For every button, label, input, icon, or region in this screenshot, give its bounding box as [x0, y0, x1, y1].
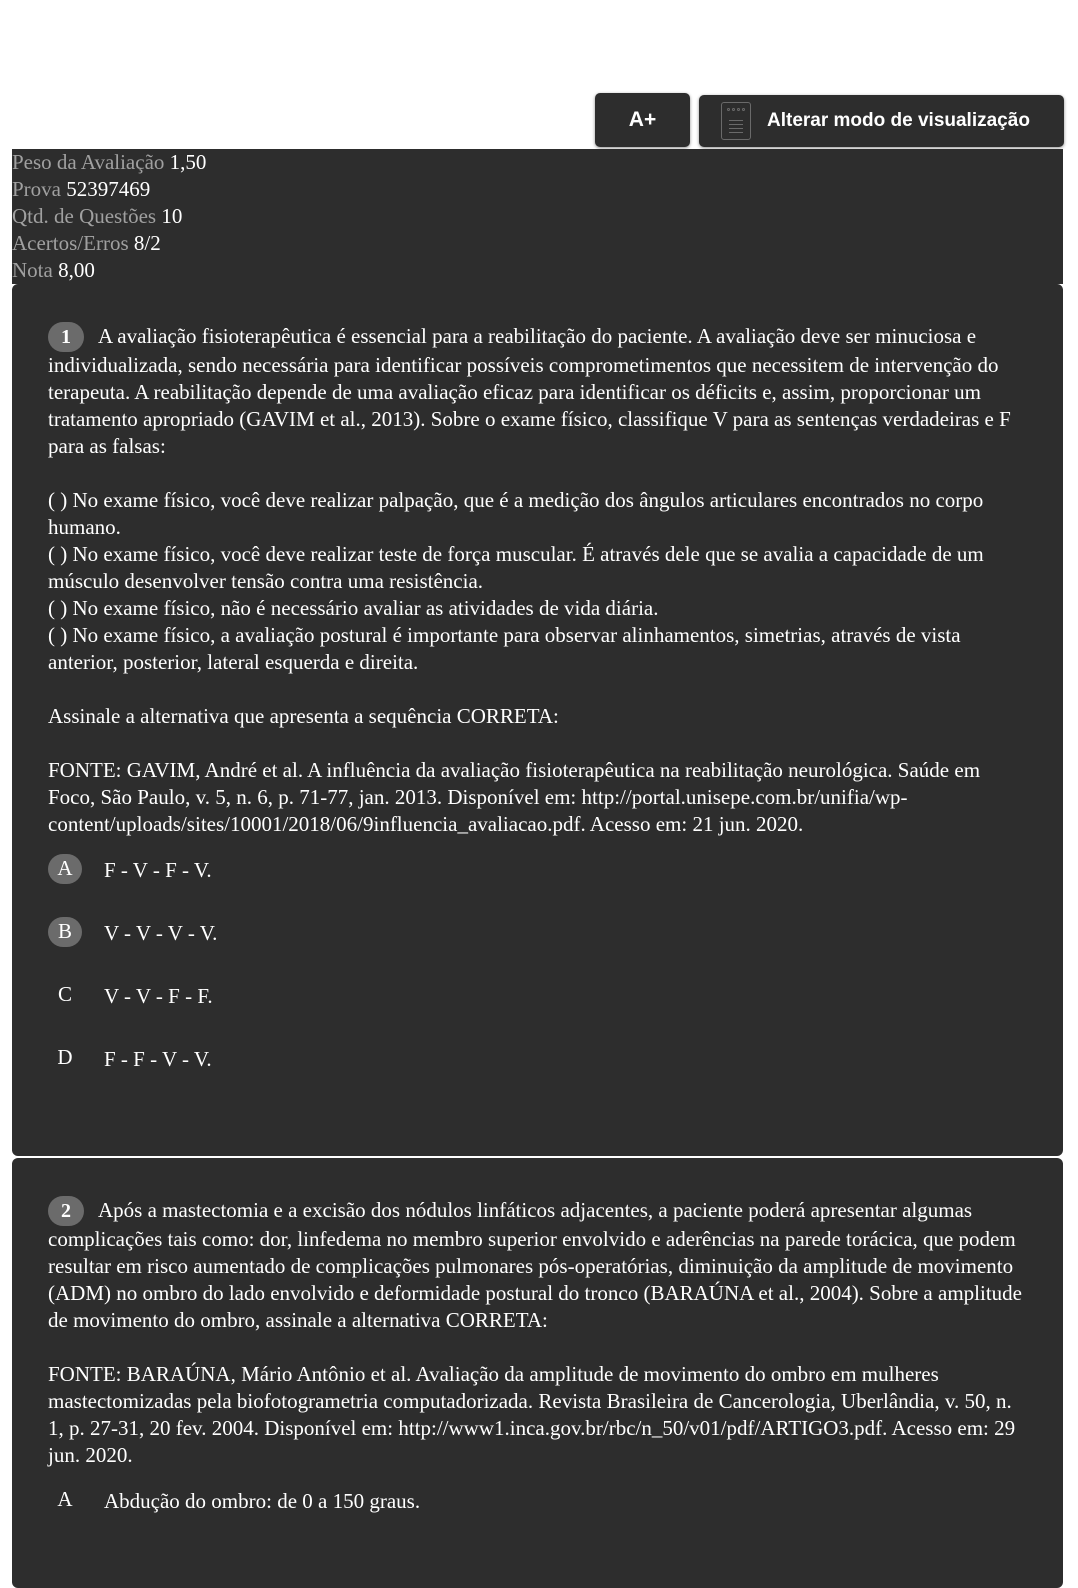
question-1-intro: 1 A avaliação fisioterapêutica é essencial para a reabilitação do paciente. A avaliação deve ser minuciosa e individualizada, sendo necessária para identificar possíveis comprometimentos que necessitem de intervenção do terapeuta. A reabilitação depende de uma avaliação eficaz para identificar os déficits e, assim, proporcionar um tratamento apropriado (GAVIM et al., 2013). Sobre o exame físico, classifique V para as sentenças verdadeiras e F para as falsas:	[48, 324, 1011, 458]
info-question-count: Qtd. de Questões 10	[12, 204, 183, 228]
question-2-source: FONTE: BARAÚNA, Mário Antônio et al. Avaliação da amplitude de movimento do ombro em mulheres mastectomizadas pela biofotogrametria computadorizada. Revista Brasileira de Cancerologia, Uberlândia, v. 50, n. 1, p. 27-31, 20 fev. 2004. Disponível em: http://www1.inca.gov.br/rbc/n_50/v01/pdf/ARTIGO3.pdf. Acesso em: 29 jun. 2020.	[48, 1362, 1016, 1467]
toolbar	[0, 93, 1078, 149]
option-text: F - F - V - V.	[104, 1047, 212, 1071]
question-number-badge: 2	[48, 1196, 84, 1226]
option-text: F - V - F - V.	[104, 858, 212, 882]
view-mode-button[interactable]	[699, 95, 1064, 147]
option-letter-badge: B	[48, 917, 82, 947]
font-size-button[interactable]	[595, 93, 690, 147]
info-exam: Prova 52397469	[12, 177, 151, 201]
statement-2: ( ) No exame físico, você deve realizar teste de força muscular. É através dele que se avalia a capacidade de um músculo desenvolver tensão contra uma resistência.	[48, 542, 984, 593]
view-mode-label: Alterar modo de visualização	[767, 110, 1030, 131]
font-size-label: A+	[628, 108, 657, 131]
document-icon	[721, 102, 751, 140]
option-d[interactable]	[48, 1043, 1027, 1106]
question-2-intro: 2 Após a mastectomia e a excisão dos nódulos linfáticos adjacentes, a paciente poderá apresentar algumas complicações tais como: dor, linfedema no membro superior envolvido e aderências na parede torácica, que podem resultar em risco aumentado de complicações pulmonares pós-operatórias, diminuição da amplitude de movimento (ADM) no ombro do lado envolvido e deformidade postural do tronco (BARAÚNA et al., 2004). Sobre a amplitude de movimento do ombro, assinale a alternativa CORRETA:	[48, 1198, 1022, 1332]
assessment-info	[12, 149, 1063, 284]
option-a[interactable]	[48, 854, 1027, 917]
question-card-2	[12, 1158, 1063, 1588]
statement-3: ( ) No exame físico, não é necessário avaliar as atividades de vida diária.	[48, 596, 659, 620]
option-text: V - V - V - V.	[104, 921, 218, 945]
info-hits-errors: Acertos/Erros 8/2	[12, 231, 161, 255]
statement-1: ( ) No exame físico, você deve realizar palpação, que é a medição dos ângulos articulares encontrados no corpo humano.	[48, 488, 984, 539]
info-grade: Nota 8,00	[12, 258, 95, 282]
statement-4: ( ) No exame físico, a avaliação postural é importante para observar alinhamentos, simetrias, através de vista anterior, posterior, lateral esquerda e direita.	[48, 623, 961, 674]
option-letter: D	[57, 1045, 73, 1069]
option-text: V - V - F - F.	[104, 984, 213, 1008]
option-text: Abdução do ombro: de 0 a 150 graus.	[104, 1489, 421, 1513]
question-number-badge: 1	[48, 322, 84, 352]
option-letter-badge: A	[48, 854, 82, 884]
option-letter: A	[57, 1487, 73, 1511]
info-weight: Peso da Avaliação 1,50	[12, 150, 207, 174]
option-letter: C	[57, 982, 72, 1006]
option-a[interactable]	[48, 1485, 1027, 1548]
option-c[interactable]	[48, 980, 1027, 1043]
question-card-1	[12, 284, 1063, 1156]
question-1-prompt: Assinale a alternativa que apresenta a sequência CORRETA:	[48, 704, 559, 728]
option-b[interactable]	[48, 917, 1027, 980]
question-1-source: FONTE: GAVIM, André et al. A influência da avaliação fisioterapêutica na reabilitação neurológica. Saúde em Foco, São Paulo, v. 5, n. 6, p. 71-77, jan. 2013. Disponível em: http://portal.unisepe.com.br/unifia/wp-content/uploads/sites/10001/2018/06/9influencia_avaliacao.pdf. Acesso em: 21 jun. 2020.	[48, 758, 981, 836]
